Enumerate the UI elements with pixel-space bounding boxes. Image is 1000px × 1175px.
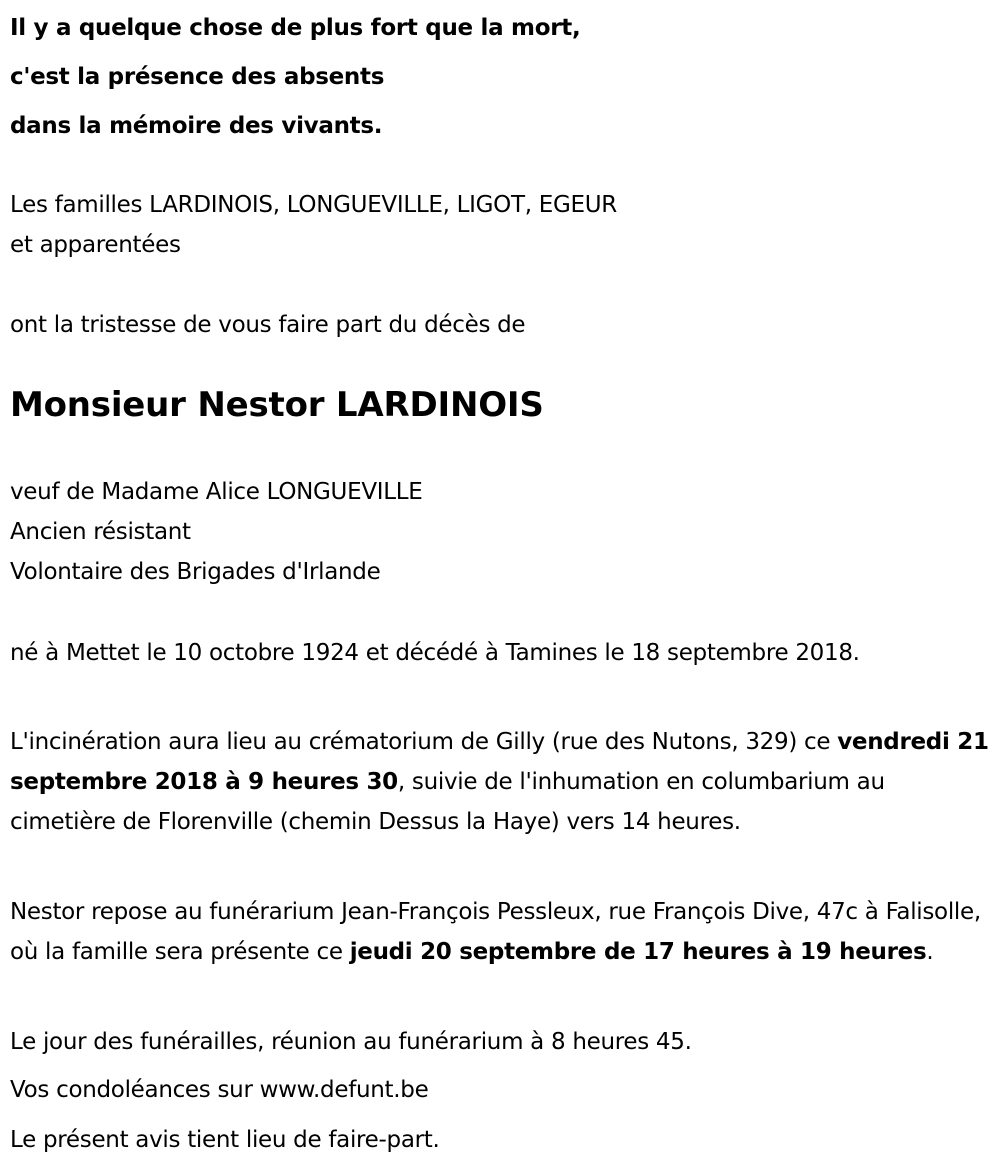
birth-death: né à Mettet le 10 octobre 1924 et décédé à Tamines le 18 septembre 2018. — [10, 640, 860, 666]
detail-line: veuf de Madame Alice LONGUEVILLE — [10, 479, 423, 505]
notice-text: Le présent avis tient lieu de faire-part. — [10, 1127, 440, 1153]
families-line: Les familles LARDINOIS, LONGUEVILLE, LIGOT, EGEUR — [10, 192, 617, 218]
cremation-text: L'incinération aura lieu au crématorium de Gilly (rue des Nutons, 329) ce — [10, 729, 838, 755]
detail-line: Ancien résistant — [10, 519, 191, 545]
visitation-text-end: . — [926, 939, 934, 965]
details — [10, 472, 995, 592]
cremation-text-end: , suivie de l'inhumation en columbarium au cimetière de Florenville (chemin Dessus la Haye) vers 14 heures. — [10, 769, 885, 835]
quote-line: c'est la présence des absents — [10, 64, 385, 90]
visitation-date: jeudi 20 septembre de 17 heures à 19 heures — [349, 939, 927, 965]
cremation-date: vendredi 21 septembre 2018 à 9 heures 30 — [10, 729, 989, 795]
quote-line: dans la mémoire des vivants. — [10, 113, 383, 139]
visitation-text: Nestor repose au funérarium Jean-François Pessleux, rue François Dive, 47c à Falisolle, où la famille sera présente ce — [10, 899, 981, 965]
quote-line: Il y a quelque chose de plus fort que la mort, — [10, 15, 581, 41]
visitation-paragraph — [10, 892, 995, 972]
meeting-text: Le jour des funérailles, réunion au funérarium à 8 heures 45. — [10, 1029, 692, 1055]
families — [10, 185, 995, 265]
announcement: ont la tristesse de vous faire part du décès de — [10, 312, 526, 338]
detail-line: Volontaire des Brigades d'Irlande — [10, 559, 381, 585]
deceased-name: Monsieur Nestor LARDINOIS — [10, 385, 544, 425]
families-line: et apparentées — [10, 232, 181, 258]
condolences-text: Vos condoléances sur www.defunt.be — [10, 1077, 429, 1103]
quote — [10, 4, 995, 151]
cremation-paragraph — [10, 722, 995, 842]
